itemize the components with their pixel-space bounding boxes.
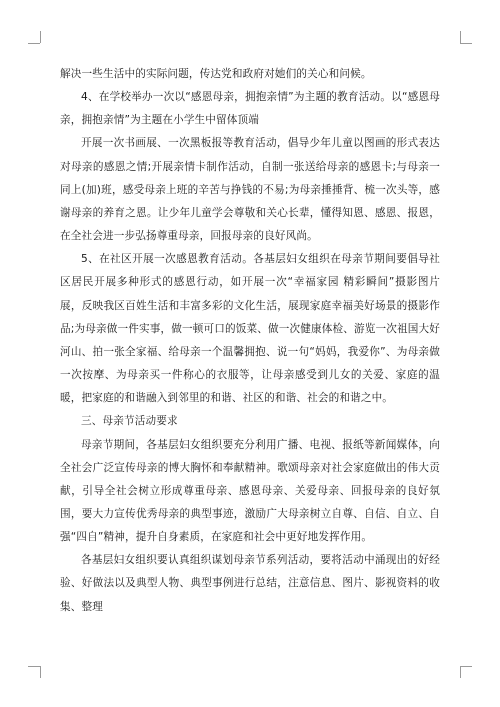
paragraph-requirements-2: 各基层妇女组织要认真组织谋划母亲节系列活动，要将活动中涌现出的好经验、好做法以及典型人物、典型事例进行总结，注意信息、图片、影视资料的收集、整理 [60,554,440,613]
paragraph-item-4: 4、在学校举办一次以“感恩母亲，拥抱亲情”为主题的教育活动。以“感恩母亲，拥抱亲情”为主题在小学生中留体顶端 [60,91,440,127]
paragraph-item-5: 5、在社区开展一次感恩教育活动。各基层妇女组织在母亲节期间要倡导社区居民开展多种形式的感恩行动，如开展一次“幸福家园 精彩瞬间”摄影图片展，反映我区百姓生活和丰富多彩的文化生活，展现家庭幸福美好场景的摄影作品;为母亲做一件实事，做一顿可口的饭菜、做一次健康体检、游览一次祖国大好河山、拍一张全家福、给母亲一个温馨拥抱、说一句“妈妈，我爱你”、为母亲做一次按摩、为母亲买一件称心的衣服等，让母亲感受到儿女的关爱、家庭的温暖，把家庭的和谐融入到邻里的和谐、社区的和谐、社会的和谐之中。 [60,253,440,405]
paragraph-continuation: 解决一些生活中的实际问题，传达党和政府对她们的关心和问候。 [60,68,372,80]
paragraph-item-4-detail: 开展一次书画展、一次黑板报等教育活动，倡导少年儿童以图画的形式表达对母亲的感恩之情;开展亲情卡制作活动，自制一张送给母亲的感恩卡;与母亲一同上(加)班，感受母亲上班的辛苦与挣钱的不易;为母亲捶捶背、梳一次头等，感谢母亲的养育之恩。让少年儿童学会尊敬和关心长辈，懂得知恩、感恩、报恩，在全社会进一步弘扬尊重母亲，回报母亲的良好风尚。 [60,137,440,243]
document-body [60,63,440,619]
section-heading-requirements: 三、母亲节活动要求 [81,415,178,428]
paragraph-requirements-1: 母亲节期间，各基层妇女组织要充分利用广播、电视、报纸等新闻媒体，向全社会广泛宣传母亲的博大胸怀和奉献精神。歌颂母亲对社会家庭做出的伟大贡献，引导全社会树立形成尊重母亲、感恩母亲、关爱母亲、回报母亲的良好氛围，要大力宣传优秀母亲的典型事迹，激励广大母亲树立自尊、自信、自立、自强“四自”精神，提升自身素质，在家庭和社会中更好地发挥作用。 [60,438,440,544]
